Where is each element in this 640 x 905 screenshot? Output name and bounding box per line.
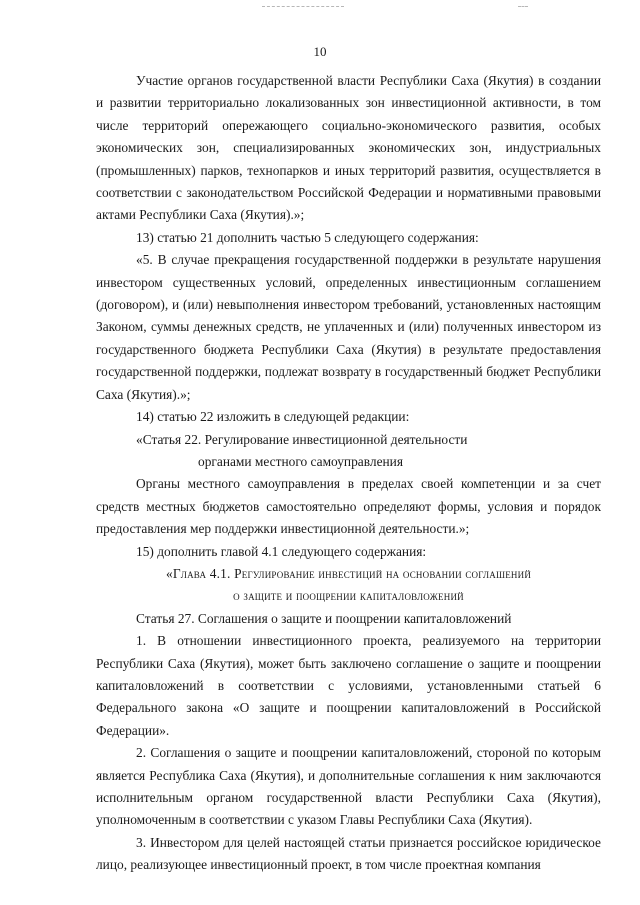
- article-27-clause-1: 1. В отношении инвестиционного проекта, реализуемого на территории Республики Саха (Якутия), может быть заключено соглашение о защите и поощрении капиталовложений в соответствии с условиями, установленными статьей 6 Федерального закона «О защите и поощрении капиталовложений в Российской Федерации».: [96, 633, 601, 738]
- page-number: 10: [313, 44, 327, 59]
- paragraph-local-self-government: Органы местного самоуправления в пределах своей компетенции и за счет средств местных бюджетов самостоятельно определяют формы, условия и порядок предоставления мер поддержки инвестиционной деятельности.»;: [96, 476, 601, 537]
- scan-artifact-top: [262, 6, 344, 9]
- paragraph-investment-zones: Участие органов государственной власти Республики Саха (Якутия) в создании и развитии территориально локализованных зон инвестиционной активности, в том числе территорий опережающего социально-экономического развития, особых экономических зон, специализированных экономических зон, индустриальных (промышленных) парков, технопарков и иных территорий развития, осуществляется в соответствии с законодательством Российской Федерации и нормативными правовыми актами Республики Саха (Якутия).»;: [96, 73, 601, 223]
- article-22-heading-line2: органами местного самоуправления: [198, 453, 404, 469]
- article-27-clause-2: 2. Соглашения о защите и поощрении капиталовложений, стороной по которым является Республика Саха (Якутия), и дополнительные соглашения к ним заключаются исполнительным органом государственной власти Республики Саха (Якутия), уполномоченным в соответствии с указом Главы Республики Саха (Якутия).: [96, 745, 601, 828]
- paragraph-amendment-15: 15) дополнить главой 4.1 следующего содержания:: [136, 543, 427, 559]
- article-27-heading: Статья 27. Соглашения о защите и поощрении капиталовложений: [136, 610, 512, 626]
- paragraph-amendment-13: 13) статью 21 дополнить частью 5 следующего содержания:: [136, 229, 479, 245]
- document-body: [96, 70, 601, 877]
- paragraph-amendment-14: 14) статью 22 изложить в следующей редакции:: [136, 409, 410, 425]
- article-22-heading-line1: «Статья 22. Регулирование инвестиционной деятельности: [136, 431, 468, 447]
- scan-artifact-top-right: [518, 6, 528, 9]
- paragraph-article-21-part-5: «5. В случае прекращения государственной поддержки в результате нарушения инвестором существенных условий, определенных инвестиционным соглашением (договором), и (или) невыполнения инвестором требований, установленных настоящим Законом, суммы денежных средств, не уплаченных и (или) полученных инвестором из государственного бюджета Республики Саха (Якутия) в результате предоставления государственной поддержки, подлежат возврату в государственный бюджет Республики Саха (Якутия).»;: [96, 252, 601, 402]
- article-27-clause-3: 3. Инвестором для целей настоящей статьи признается российское юридическое лицо, реализующее инвестиционный проект, в том числе проектная компания: [96, 834, 601, 873]
- chapter-4-1-heading-line1: «Глава 4.1. Регулирование инвестиций на основании соглашений: [165, 565, 532, 581]
- chapter-4-1-heading-line2: о защите и поощрении капиталовложений: [233, 588, 464, 604]
